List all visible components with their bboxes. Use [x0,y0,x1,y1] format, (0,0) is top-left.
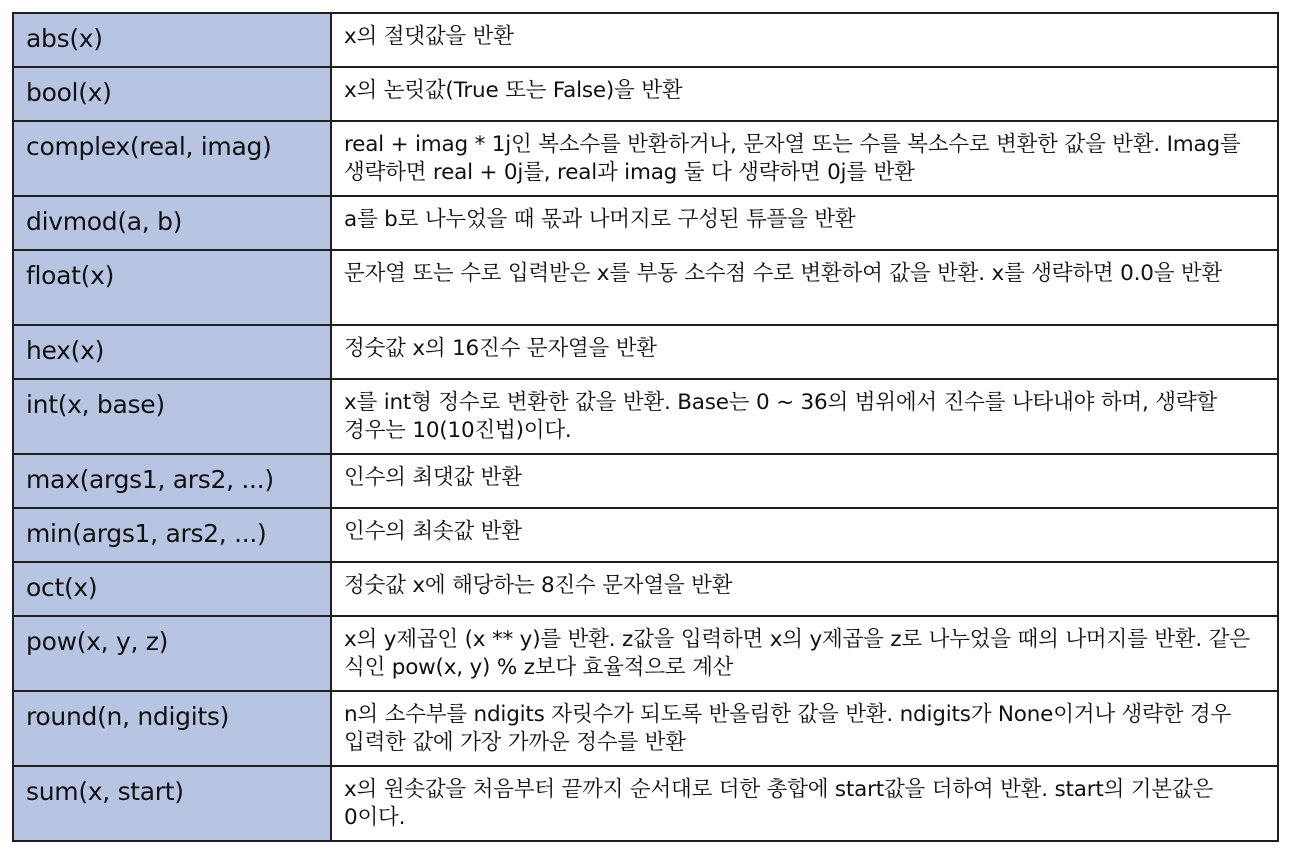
function-signature: oct(x) [13,562,331,616]
function-description: x를 int형 정수로 변환한 값을 반환. Base는 0 ~ 36의 범위에서 진수를 나타내야 하며, 생략할 경우는 10(10진법)이다. [331,379,1278,454]
function-signature: float(x) [13,250,331,325]
table-row [13,454,1278,508]
function-signature: bool(x) [13,67,331,121]
table-row [13,196,1278,250]
table-row [13,67,1278,121]
function-signature: hex(x) [13,325,331,379]
function-signature: abs(x) [13,13,331,67]
function-signature: int(x, base) [13,379,331,454]
function-description: n의 소수부를 ndigits 자릿수가 되도록 반올림한 값을 반환. ndigits가 None이거나 생략한 경우 입력한 값에 가장 가까운 정수를 반환 [331,691,1278,766]
table-row [13,325,1278,379]
function-description: 인수의 최솟값 반환 [331,508,1278,562]
function-signature: round(n, ndigits) [13,691,331,766]
builtin-functions-table-container [12,12,1277,842]
table-row [13,616,1278,691]
function-description: x의 원솟값을 처음부터 끝까지 순서대로 더한 총합에 start값을 더하여 반환. start의 기본값은 0이다. [331,766,1278,841]
function-signature: complex(real, imag) [13,121,331,196]
function-description: x의 절댓값을 반환 [331,13,1278,67]
table-row [13,13,1278,67]
function-description: 정숫값 x에 해당하는 8진수 문자열을 반환 [331,562,1278,616]
function-description: 정숫값 x의 16진수 문자열을 반환 [331,325,1278,379]
table-row [13,379,1278,454]
table-row [13,121,1278,196]
table-row [13,562,1278,616]
function-signature: max(args1, ars2, ...) [13,454,331,508]
table-row [13,508,1278,562]
function-description: x의 y제곱인 (x ** y)를 반환. z값을 입력하면 x의 y제곱을 z로 나누었을 때의 나머지를 반환. 같은 식인 pow(x, y) % z보다 효율적으로 계산 [331,616,1278,691]
table-row [13,250,1278,325]
function-signature: pow(x, y, z) [13,616,331,691]
function-description: 인수의 최댓값 반환 [331,454,1278,508]
function-signature: sum(x, start) [13,766,331,841]
function-description: a를 b로 나누었을 때 몫과 나머지로 구성된 튜플을 반환 [331,196,1278,250]
function-description: real + imag * 1j인 복소수를 반환하거나, 문자열 또는 수를 복소수로 변환한 값을 반환. Imag를 생략하면 real + 0j를, real과 imag 둘 다 생략하면 0j를 반환 [331,121,1278,196]
table-row [13,766,1278,841]
function-description: x의 논릿값(True 또는 False)을 반환 [331,67,1278,121]
function-description: 문자열 또는 수로 입력받은 x를 부동 소수점 수로 변환하여 값을 반환. x를 생략하면 0.0을 반환 [331,250,1278,325]
function-signature: divmod(a, b) [13,196,331,250]
table-row [13,691,1278,766]
builtin-functions-table [12,12,1279,842]
function-signature: min(args1, ars2, ...) [13,508,331,562]
